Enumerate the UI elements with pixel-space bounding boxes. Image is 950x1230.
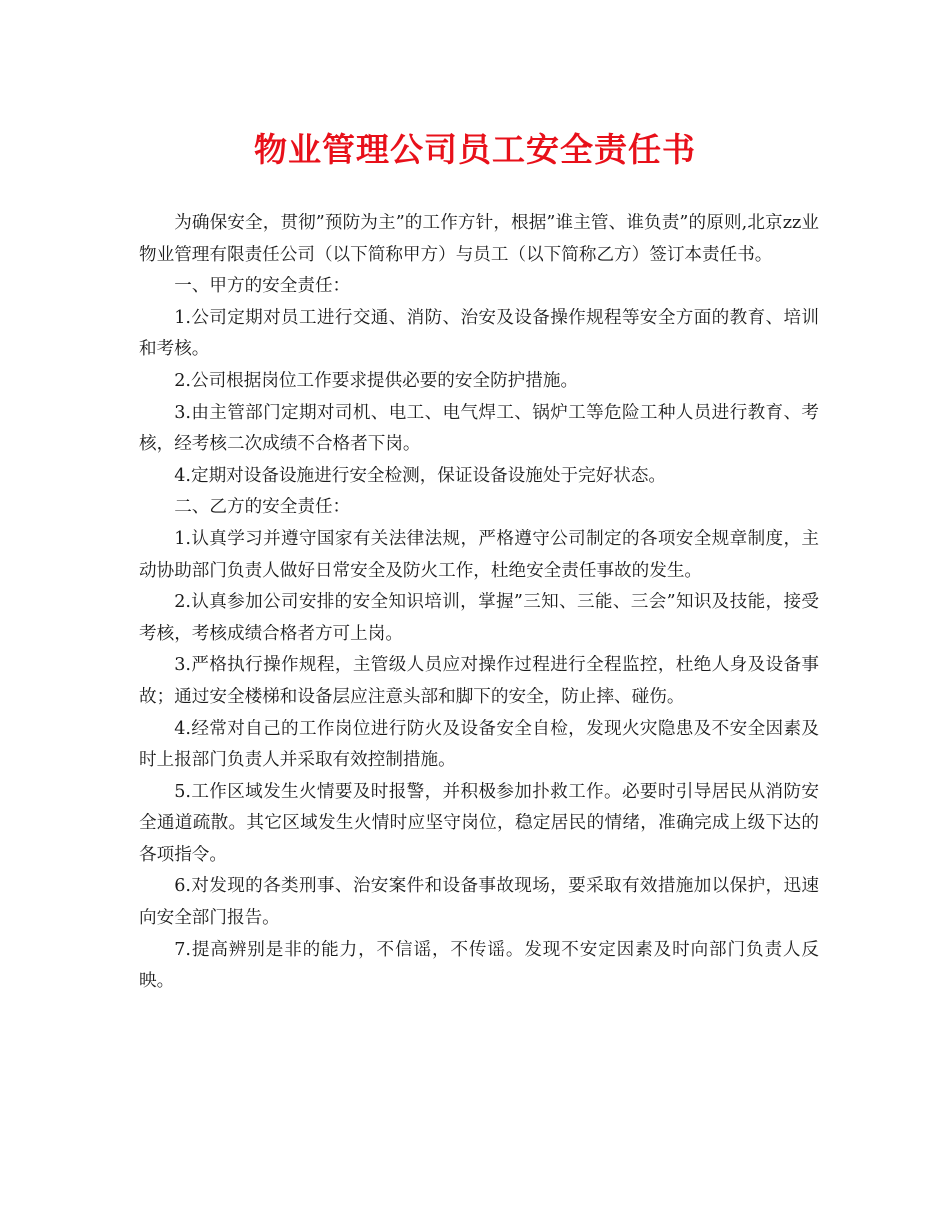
paragraph-party-b-item-5: 5.工作区域发生火情要及时报警，并积极参加扑救工作。必要时引导居民从消防安全通道疏散。其它区域发生火情时应坚守岗位，稳定居民的情绪，准确完成上级下达的各项指令。 [139,781,819,865]
paragraph-party-a-item-3: 3.由主管部门定期对司机、电工、电气焊工、锅炉工等危险工种人员进行教育、考核，经考核二次成绩不合格者下岗。 [139,402,819,455]
paragraph-preamble: 为确保安全，贯彻”预防为主”的工作方针，根据”谁主管、谁负责”的原则,北京zz业物业管理有限责任公司（以下简称甲方）与员工（以下简称乙方）签订本责任书。 [139,213,819,265]
paragraph-party-b-item-1: 1.认真学习并遵守国家有关法律法规，严格遵守公司制定的各项安全规章制度，主动协助部门负责人做好日常安全及防火工作，杜绝安全责任事故的发生。 [139,528,819,581]
paragraph-party-b-item-6: 6.对发现的各类刑事、治安案件和设备事故现场，要采取有效措施加以保护，迅速向安全部门报告。 [139,876,819,929]
document-title: 物业管理公司员工安全责任书 [254,130,696,169]
paragraph-party-a-item-2: 2.公司根据岗位工作要求提供必要的安全防护措施。 [174,370,579,391]
section-heading-party-b: 二、乙方的安全责任： [174,497,351,518]
section-heading-party-a: 一、甲方的安全责任： [174,276,351,297]
paragraph-party-b-item-3: 3.严格执行操作规程，主管级人员应对操作过程进行全程监控，杜绝人身及设备事故；通过安全楼梯和设备层应注意头部和脚下的安全，防止摔、碰伤。 [139,655,819,707]
paragraph-party-b-item-7: 7.提高辨别是非的能力，不信谣，不传谣。发现不安定因素及时向部门负责人反映。 [139,939,819,992]
paragraph-party-a-item-4: 4.定期对设备设施进行安全检测，保证设备设施处于完好状态。 [174,465,667,486]
document-body [139,208,819,998]
paragraph-party-a-item-1: 1.公司定期对员工进行交通、消防、治安及设备操作规程等安全方面的教育、培训和考核。 [139,307,819,360]
paragraph-party-b-item-4: 4.经常对自己的工作岗位进行防火及设备安全自检，发现火灾隐患及不安全因素及时上报部门负责人并采取有效控制措施。 [139,718,819,771]
paragraph-party-b-item-2: 2.认真参加公司安排的安全知识培训，掌握”三知、三能、三会”知识及技能，接受考核，考核成绩合格者方可上岗。 [139,592,819,644]
